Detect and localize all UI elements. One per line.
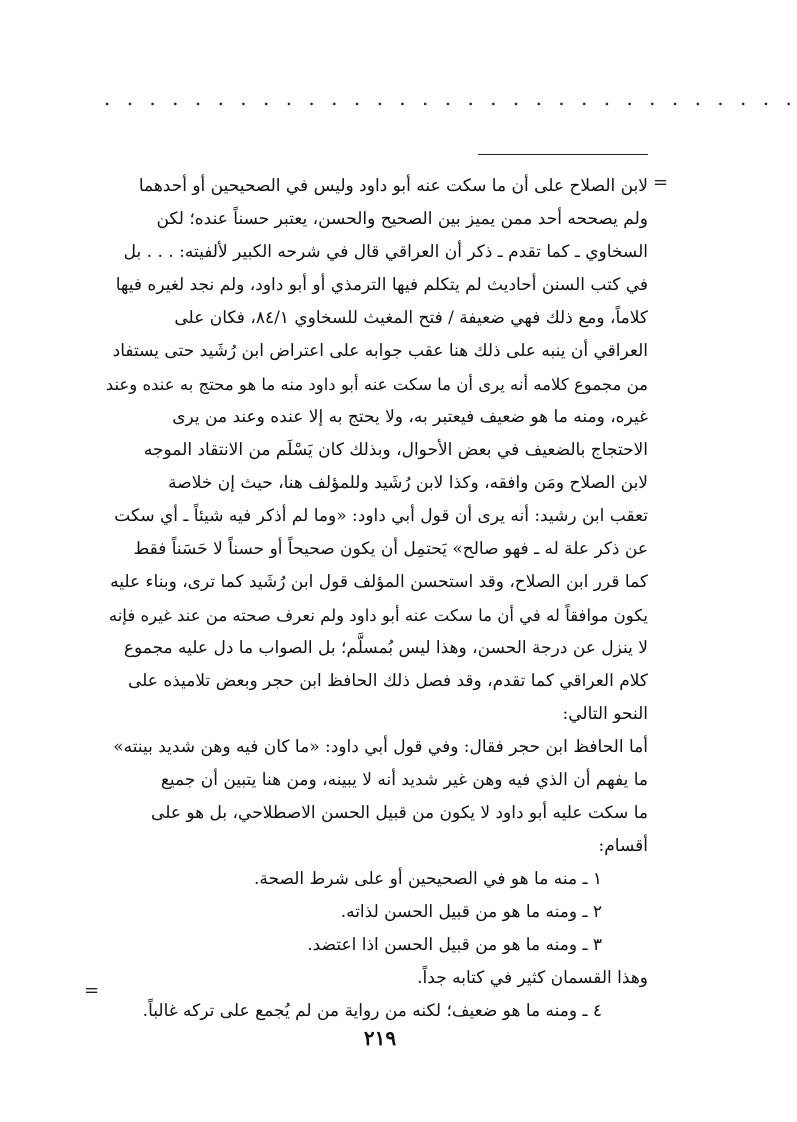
- list-item: ٣ ـ ومنه ما هو من قبيل الحسن اذا اعتضد.: [307, 935, 602, 955]
- dotted-separator: . . . . . . . . . . . . . . . . . . . . . . . . . . . . . . .: [104, 86, 797, 110]
- continuation-mark-bottom: =: [84, 980, 100, 1001]
- footnote-line: كلاماً، ومع ذلك فهي ضعيفة / فتح المغيث للسخاوي ٨٤/١، فكان على: [174, 308, 648, 328]
- page-number: ٢١٩: [363, 1026, 397, 1050]
- footnote-rule: [478, 154, 648, 155]
- footnote-line: كما قرر ابن الصلاح، وقد استحسن المؤلف قول ابن رُشَيد كما ترى، وبناء عليه: [110, 572, 648, 592]
- footnote-line: لابن الصلاح ومَن وافقه، وكذا لابن رُشَيد وللمؤلف هنا، حيث إن خلاصة: [168, 473, 648, 493]
- list-item: ١ ـ منه ما هو في الصحيحين أو على شرط الصحة.: [254, 869, 602, 889]
- footnote-line: تعقب ابن رشيد: أنه يرى أن قول أبي داود: «وما لم أذكر فيه شيئاً ـ أي سكت: [114, 506, 648, 526]
- footnote-line: لابن الصلاح على أن ما سكت عنه أبو داود وليس في الصحيحين أو أحدهما: [138, 176, 648, 196]
- footnote-line: من مجموع كلامه أنه يرى أن ما سكت عنه أبو داود منه ما هو محتج به عنده وعند: [105, 375, 648, 394]
- continuation-mark-top: =: [653, 172, 669, 193]
- footnote-line: عن ذكر علة له ـ فهو صالح» يَحتمِل أن يكون صحيحاً أو حسناً لا حَسَناً فقط: [133, 539, 648, 559]
- footnote-line: كلام العراقي كما تقدم، وقد فصل ذلك الحافظ ابن حجر وبعض تلاميذه على: [128, 671, 648, 691]
- footnote-line: النحو التالي:: [562, 704, 648, 724]
- footnote-line: ولم يصححه أحد ممن يميز بين الصحيح والحسن، يعتبر حسناً عنده؛ لكن: [156, 209, 648, 229]
- list-item: ٤ ـ ومنه ما هو ضعيف؛ لكنه من رواية من لم يُجمع على تركه غالباً.: [142, 1001, 602, 1021]
- footnote-line: العراقي أن ينبه على ذلك هنا عقب جوابه على اعتراض ابن رُشَيد حتى يستفاد: [112, 341, 648, 361]
- footnote-text: [96, 170, 648, 1028]
- footnote-line: يكون موافقاً له في أن ما سكت عنه أبو داود ولم نعرف صحته من عند غيره فإنه: [108, 606, 648, 625]
- footnote-line: وهذا القسمان كثير في كتابه جداً.: [417, 968, 648, 988]
- footnote-line: ما يفهم أن الذي فيه وهن غير شديد أنه لا يبينه، ومن هنا يتبين أن جميع: [160, 770, 648, 790]
- footnote-line: في كتب السنن أحاديث لم يتكلم فيها الترمذي أو أبو داود، ولم نجد لغيره فيها: [115, 275, 648, 295]
- footnote-line: السخاوي ـ كما تقدم ـ ذكر أن العراقي قال في شرحه الكبير لألفيته: . . . بل: [123, 242, 648, 262]
- footnote-line: لا ينزل عن درجة الحسن، وهذا ليس بُمسلَّم؛ بل الصواب ما دل عليه مجموع: [123, 638, 648, 658]
- footnote-line: أقسام:: [598, 836, 648, 856]
- footnote-line: ما سكت عليه أبو داود لا يكون من قبيل الحسن الاصطلاحي، بل هو على: [151, 803, 648, 823]
- footnote-line: الاحتجاج بالضعيف في بعض الأحوال، وبذلك كان يَسْلَم من الانتقاد الموجه: [143, 440, 648, 460]
- footnote-line: أما الحافظ ابن حجر فقال: وفي قول أبي داود: «ما كان فيه وهن شديد بينته»: [113, 737, 648, 757]
- list-item: ٢ ـ ومنه ما هو من قبيل الحسن لذاته.: [340, 902, 602, 922]
- footnote-line: غيره، ومنه ما هو ضعيف فيعتبر به، ولا يحتج به إلا عنده وعند من يرى: [172, 407, 648, 427]
